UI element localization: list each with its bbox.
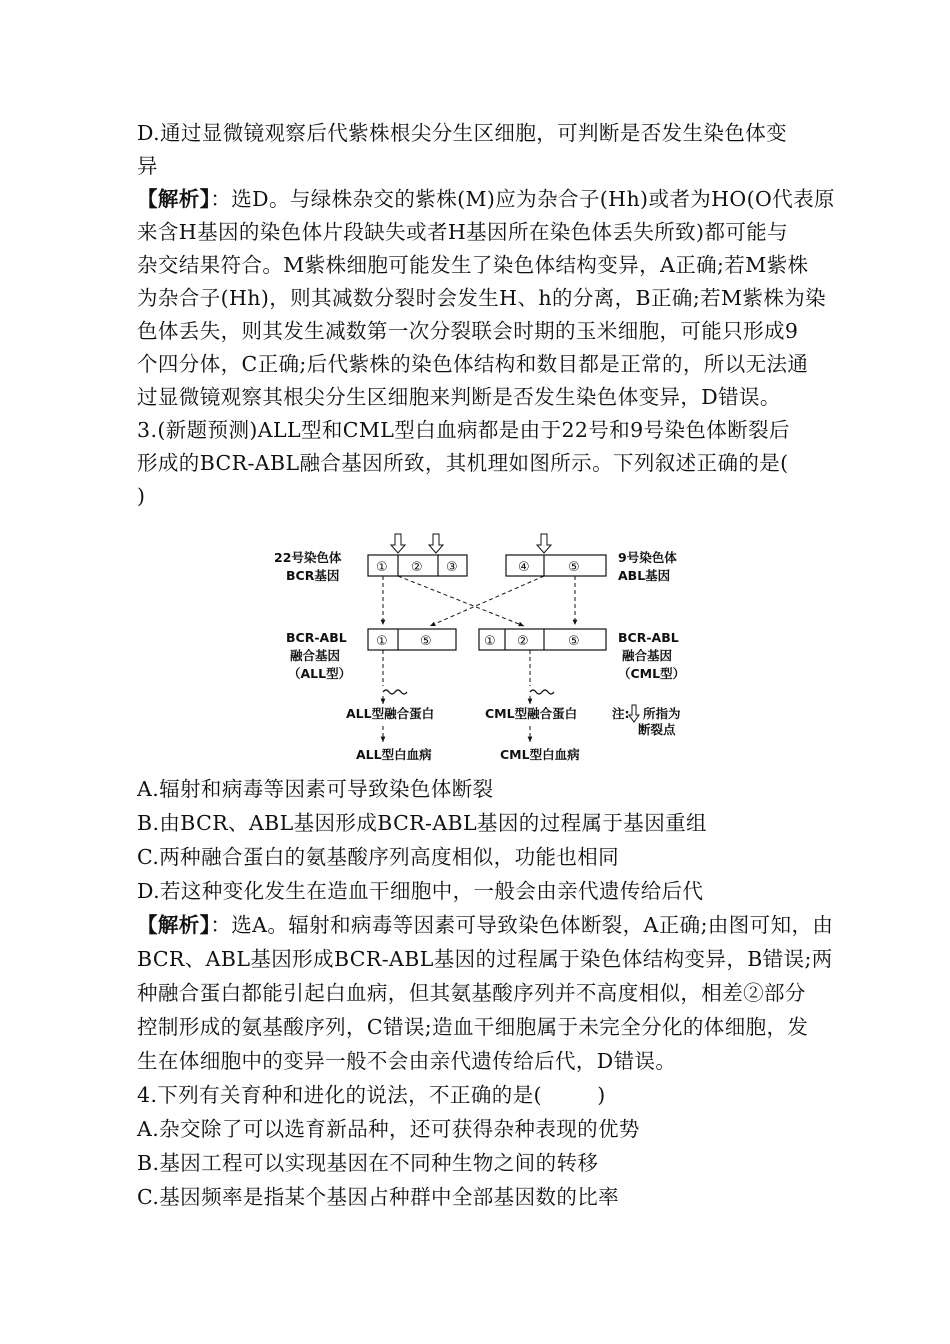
text-line: 生在体细胞中的变异一般不会由亲代遗传给后代，D错误。 xyxy=(137,1049,677,1073)
svg-text:⑤: ⑤ xyxy=(568,634,580,649)
option-line: C.两种融合蛋白的氨基酸序列高度相似，功能也相同 xyxy=(137,845,620,869)
all-protein-label: ALL型融合蛋白 xyxy=(346,706,435,721)
option-line: A.杂交除了可以选育新品种，还可获得杂种表现的优势 xyxy=(137,1117,640,1141)
text-line: 来含H基因的染色体片段缺失或者H基因所在染色体丢失所致)都可能与 xyxy=(137,220,789,244)
segment-3: ③ xyxy=(446,560,458,575)
question-line: 形成的BCR-ABL融合基因所致，其机理如图所示。下列叙述正确的是( xyxy=(137,451,789,475)
chromosome-fusion-diagram xyxy=(270,528,700,768)
chr22-box xyxy=(368,555,467,576)
text-line: 色体丢失，则其发生减数第一次分裂联会时期的玉米细胞，可能只形成9 xyxy=(137,319,799,343)
chr9-label: 9号染色体 xyxy=(618,550,677,565)
analysis-label: 【解析】 xyxy=(137,187,211,211)
segment-5: ⑤ xyxy=(568,560,580,575)
svg-text:①: ① xyxy=(376,634,388,649)
question-line: 3.(新题预测)ALL型和CML型白血病都是由于22号和9号染色体断裂后 xyxy=(137,418,790,442)
all-fusion-label: （ALL型） xyxy=(288,666,352,681)
svg-text:①: ① xyxy=(484,634,496,649)
all-disease-label: ALL型白血病 xyxy=(356,747,432,762)
svg-text:⑤: ⑤ xyxy=(420,634,432,649)
analysis-label: 【解析】 xyxy=(137,913,211,937)
text-line: D.通过显微镜观察后代紫株根尖分生区细胞，可判断是否发生染色体变 xyxy=(137,121,788,145)
all-fusion-box xyxy=(368,629,456,650)
all-fusion-label: 融合基因 xyxy=(290,648,341,663)
breakpoint-arrow-icon xyxy=(391,534,551,553)
cml-fusion-label: BCR-ABL xyxy=(618,630,679,645)
segment-2: ② xyxy=(411,560,423,575)
question-line: ) xyxy=(137,484,146,508)
cml-fusion-box xyxy=(479,629,606,650)
text-line: 控制形成的氨基酸序列，C错误;造血干细胞属于未完全分化的体细胞，发 xyxy=(137,1015,809,1039)
chr22-label: 22号染色体 xyxy=(274,550,342,565)
analysis-line: 【解析】：选A。辐射和病毒等因素可导致染色体断裂，A正确;由图可知，由 xyxy=(137,913,834,937)
mrna-wave-icon xyxy=(383,690,554,694)
note-prefix: 注: xyxy=(612,706,630,721)
option-line: A.辐射和病毒等因素可导致染色体断裂 xyxy=(137,777,494,801)
abl-gene-label: ABL基因 xyxy=(618,568,671,583)
segment-1: ① xyxy=(376,560,388,575)
option-line: B.基因工程可以实现基因在不同种生物之间的转移 xyxy=(137,1151,599,1175)
option-line: D.若这种变化发生在造血干细胞中，一般会由亲代遗传给后代 xyxy=(137,879,704,903)
cml-fusion-label: 融合基因 xyxy=(622,648,673,663)
text-line: 种融合蛋白都能引起白血病，但其氨基酸序列并不高度相似，相差②部分 xyxy=(137,981,806,1005)
text-line: 过显微镜观察其根尖分生区细胞来判断是否发生染色体变异，D错误。 xyxy=(137,385,781,409)
text-line: BCR、ABL基因形成BCR-ABL基因的过程属于染色体结构变异，B错误;两 xyxy=(137,947,833,971)
option-line: C.基因频率是指某个基因占种群中全部基因数的比率 xyxy=(137,1185,620,1209)
breakpoint-arrow-icon xyxy=(629,705,639,722)
chr9-box xyxy=(506,555,606,576)
cml-disease-label: CML型白血病 xyxy=(500,747,580,762)
text-line: 为杂合子(Hh)，则其减数分裂时会发生H、h的分离，B正确;若M紫株为染 xyxy=(137,286,827,310)
text-line: 异 xyxy=(137,154,158,178)
bcr-gene-label: BCR基因 xyxy=(286,568,340,583)
text-line: 杂交结果符合。M紫株细胞可能发生了染色体结构变异，A正确;若M紫株 xyxy=(137,253,809,277)
note-text: 所指为 xyxy=(643,706,681,721)
question-line: 4.下列有关育种和进化的说法，不正确的是( ) xyxy=(137,1083,606,1107)
svg-text:②: ② xyxy=(517,634,529,649)
analysis-line: 【解析】：选D。与绿株杂交的紫株(M)应为杂合子(Hh)或者为HO(O代表原 xyxy=(137,187,835,211)
text-line: 个四分体，C正确;后代紫株的染色体结构和数目都是正常的，所以无法通 xyxy=(137,352,809,376)
cml-fusion-label: （CML型） xyxy=(618,666,686,681)
option-line: B.由BCR、ABL基因形成BCR-ABL基因的过程属于基因重组 xyxy=(137,811,707,835)
cml-protein-label: CML型融合蛋白 xyxy=(485,706,578,721)
segment-4: ④ xyxy=(518,560,530,575)
all-fusion-label: BCR-ABL xyxy=(286,630,347,645)
note-text: 断裂点 xyxy=(638,722,676,737)
